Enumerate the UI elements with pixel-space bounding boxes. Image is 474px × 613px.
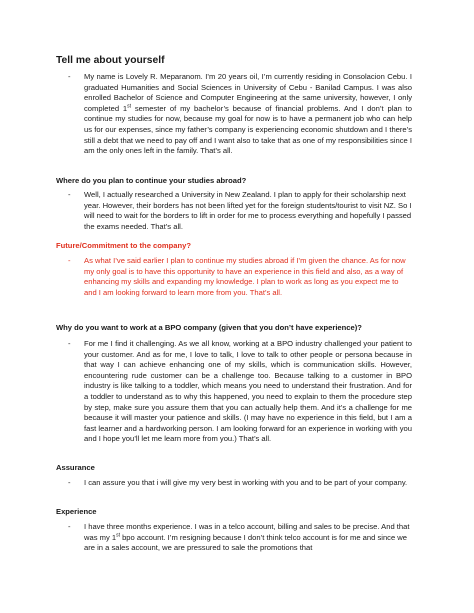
list-item-studies-abroad [68, 190, 412, 232]
bullet-dash: - [68, 339, 71, 348]
bullet-dash: - [68, 72, 71, 81]
bullet-dash: - [68, 522, 71, 531]
item-text: Well, I actually researched a University in New Zealand. I plan to apply for their scholarship next year. However, their borders has not been lifted yet for the foreign students/tourist to visit NZ. So I will need to wait for the borders to lift in order for me to process everything and hopefully I passed the exams needed. That’s all. [84, 190, 412, 231]
bullet-dash: - [68, 190, 71, 199]
list-item-assurance [68, 478, 412, 489]
document-title: Tell me about yourself [56, 55, 165, 66]
list-item-about-yourself [68, 72, 412, 157]
list-item-why-bpo [68, 339, 412, 445]
item-text: I can assure you that i will give my very best in working with you and to be part of your company. [84, 478, 408, 487]
bullet-dash: - [68, 478, 71, 487]
heading-studies-abroad: Where do you plan to continue your studies abroad? [56, 176, 247, 185]
bullet-dash: - [68, 256, 71, 265]
list-item-future-commitment [68, 256, 412, 298]
heading-experience: Experience [56, 507, 97, 516]
heading-assurance: Assurance [56, 463, 95, 472]
list-item-experience [68, 522, 412, 554]
item-text: My name is Lovely R. Meparanom. I’m 20 years oil, I’m currently residing in Consolacion Cebu. I graduated Humanities and Social Sciences in University of Cebu - Banilad Campus. I was also enrolled Bachelor of Science and Computer Engineering at the same university, however, I only completed 1st semester of my bachelor’s because of financial problems. And I don’t plan to continue my studies for now, because my goal for now is to have a permanent job who can help us for our expenses, since my father’s company is experiencing economic shutdown and I there’s still a debt that we need to pay off and I want also to take that as one of my responsibilities since I am the only ones left in the family. That’s all. [84, 72, 412, 156]
heading-future-commitment: Future/Commitment to the company? [56, 241, 192, 250]
heading-why-bpo: Why do you want to work at a BPO company (given that you don’t have experience)? [56, 323, 362, 332]
item-text: As what I’ve said earlier I plan to continue my studies abroad if I’m given the chance. As for now my only goal is to have this opportunity to have an experience in this field and also, as a way of enhancing my skills and expanding my knowledge. I plan to work as long as you expect me to and I am looking forward to learn more from you. That’s all. [84, 256, 406, 297]
item-text: For me I find it challenging. As we all know, working at a BPO industry challenged your patient to your customer. And as for me, I love to talk, I love to talk to other people or persona because in that way I can achieve enhancing one of my skills, which is communication skills. However, encountering rude customer can be a challenge too. Because talking to a customer in BPO industry is like talking to a toddler, which means you need to understand their frustration. And for a toddler to understand as to why this happened, you need to explain to them the procedure step by step, make sure you assure them that you can actually help them. And it’s a challenge for me because it will master your patience and skills. (I may have no experience in this field, but I am a fast learner and a hardworking person. I am looking forward for an experience in working with you and I hope you’ll let me learn more from you.) That’s all. [84, 339, 412, 444]
item-text: I have three months experience. I was in a telco account, billing and sales to be precise. And that was my 1st bpo account. I’m resigning because I don’t think telco account is for me and since we are in a sales account, we are pressured to sale the promotions that [84, 522, 410, 553]
